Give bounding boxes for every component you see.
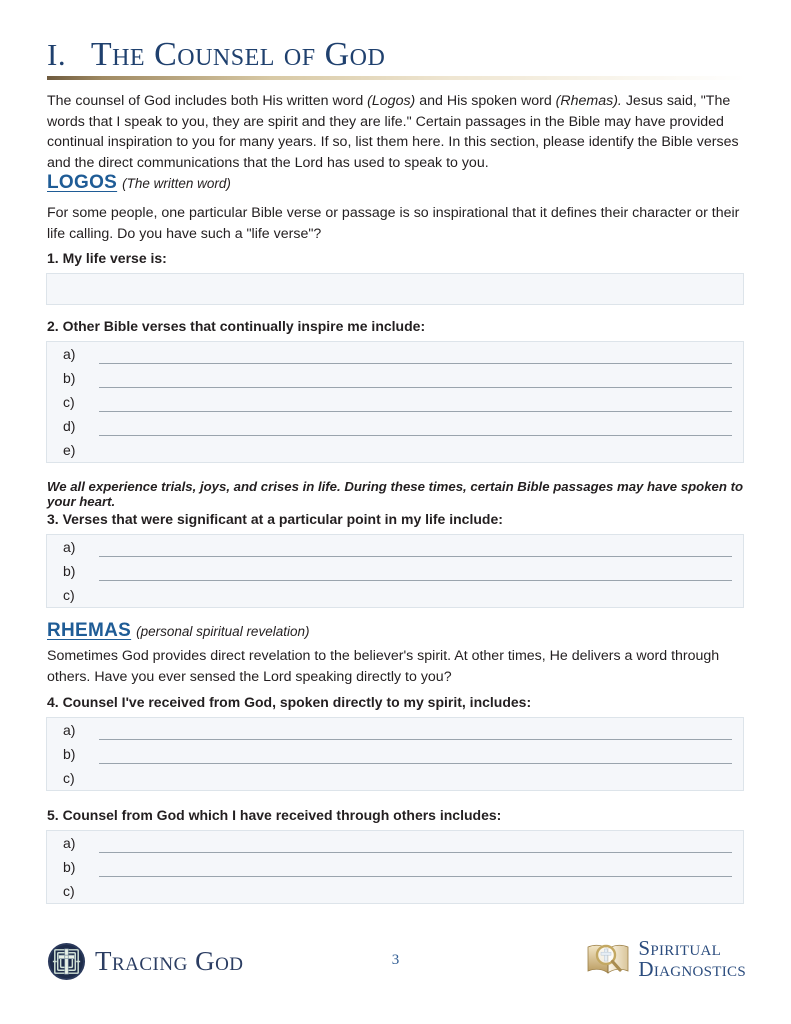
- intro-italic-rhemas: (Rhemas).: [555, 93, 622, 109]
- question-4-label: 4. Counsel I've received from God, spoken directly to my spirit, includes:: [47, 694, 532, 710]
- answer-letter: c): [63, 394, 75, 410]
- section-heading-logos: [47, 172, 231, 194]
- intro-text-3: Jesus said, "The words that I speak to you, they are spirit and they are life." Certain passages in the Bible may have provided continual inspiration to you for many years. If so, list them here. In this section, please identify the Bible verses and the direct communications that the Lord has used to speak to you.: [47, 93, 739, 171]
- answer-letter: a): [63, 346, 76, 362]
- spiritual-diagnostics-wordmark: [638, 938, 746, 980]
- question-1-answer-box[interactable]: [46, 273, 744, 305]
- question-3-answer-box[interactable]: [46, 534, 744, 608]
- title-text: The Counsel of God: [90, 36, 386, 73]
- question-5-answer-box[interactable]: [46, 830, 744, 904]
- question-4-answer-box[interactable]: [46, 717, 744, 791]
- answer-letter: a): [63, 539, 76, 555]
- intro-italic-logos: (Logos): [367, 93, 416, 109]
- answer-write-line[interactable]: [99, 739, 732, 740]
- logos-heading-sub: (The written word): [122, 176, 231, 191]
- question-1-label: 1. My life verse is:: [47, 250, 167, 266]
- rhemas-lead-paragraph: Sometimes God provides direct revelation to the believer's spirit. At other times, He delivers a word through others. Have you ever sensed the Lord speaking directly to you?: [47, 648, 720, 685]
- answer-row[interactable]: [47, 766, 743, 790]
- section-heading-rhemas: [47, 620, 309, 642]
- answer-row[interactable]: [47, 583, 743, 607]
- answer-write-line[interactable]: [99, 763, 732, 764]
- answer-row[interactable]: [47, 879, 743, 903]
- intro-paragraph: [47, 91, 747, 173]
- answer-letter: a): [63, 722, 76, 738]
- page-number: 3: [391, 952, 400, 968]
- page-footer: [0, 930, 791, 1000]
- book-magnifier-icon: [584, 938, 632, 980]
- title-numeral: I.: [47, 37, 67, 72]
- answer-write-line[interactable]: [99, 435, 732, 436]
- answer-letter: a): [63, 835, 76, 851]
- intro-text-2: and His spoken word: [415, 93, 556, 109]
- answer-letter: b): [63, 563, 76, 579]
- spiritual-diagnostics-logo: [584, 938, 746, 980]
- answer-write-line[interactable]: [99, 876, 732, 877]
- answer-row[interactable]: [47, 390, 743, 414]
- answer-row[interactable]: [47, 274, 743, 298]
- question-2-answer-box[interactable]: [46, 341, 744, 463]
- answer-row[interactable]: [47, 438, 743, 462]
- page-title: [47, 36, 747, 73]
- answer-letter: b): [63, 370, 76, 386]
- answer-write-line[interactable]: [99, 556, 732, 557]
- answer-row[interactable]: [47, 831, 743, 855]
- logos-heading-label: LOGOS: [47, 172, 118, 193]
- rhemas-heading-label: RHEMAS: [47, 620, 132, 641]
- answer-letter: c): [63, 883, 75, 899]
- answer-row[interactable]: [47, 414, 743, 438]
- answer-write-line[interactable]: [99, 580, 732, 581]
- answer-row[interactable]: [47, 855, 743, 879]
- rhemas-heading-sub: (personal spiritual revelation): [136, 624, 310, 639]
- answer-row[interactable]: [47, 366, 743, 390]
- answer-letter: d): [63, 418, 76, 434]
- question-3-label: 3. Verses that were significant at a particular point in my life include:: [47, 511, 503, 527]
- title-divider: [47, 76, 746, 80]
- answer-letter: b): [63, 859, 76, 875]
- answer-row[interactable]: [47, 718, 743, 742]
- answer-row[interactable]: [47, 342, 743, 366]
- answer-letter: c): [63, 587, 75, 603]
- logo-line-2: Diagnostics: [638, 957, 746, 981]
- question-2-label: 2. Other Bible verses that continually inspire me include:: [47, 318, 426, 334]
- answer-letter: b): [63, 746, 76, 762]
- answer-letter: e): [63, 442, 76, 458]
- answer-write-line[interactable]: [99, 411, 732, 412]
- answer-write-line[interactable]: [99, 852, 732, 853]
- answer-write-line[interactable]: [99, 363, 732, 364]
- answer-row[interactable]: [47, 742, 743, 766]
- answer-write-line[interactable]: [99, 387, 732, 388]
- logo-line-1: Spiritual: [638, 936, 722, 960]
- answer-row[interactable]: [47, 559, 743, 583]
- answer-row[interactable]: [47, 535, 743, 559]
- tracing-god-wordmark: Tracing God: [95, 946, 244, 976]
- intro-text-1: The counsel of God includes both His written word: [47, 93, 368, 109]
- logos-lead-paragraph: For some people, one particular Bible verse or passage is so inspirational that it defines their character or their life calling. Do you have such a "life verse"?: [47, 205, 740, 242]
- question-5-label: 5. Counsel from God which I have received through others includes:: [47, 807, 502, 823]
- logos-note: We all experience trials, joys, and crises in life. During these times, certain Bible passages may have spoken to your heart.: [47, 479, 744, 509]
- answer-letter: c): [63, 770, 75, 786]
